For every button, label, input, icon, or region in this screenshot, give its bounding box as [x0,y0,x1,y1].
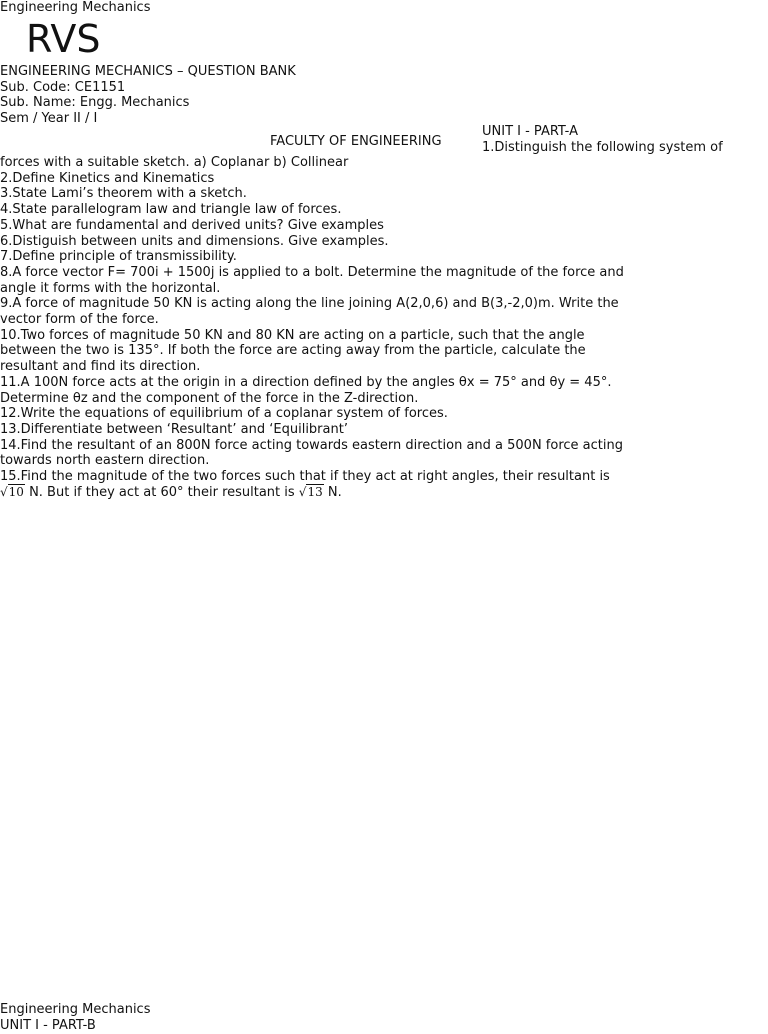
question-14: 14.Find the resultant of an 800N force acting towards eastern direction and a 500N force acting towards north eastern direction. [0,437,623,469]
question-7: 7.Define principle of transmissibility. [0,249,237,265]
question-15-end: N. [323,484,342,500]
question-15-line2 [0,485,768,501]
logo: RVS [26,17,101,61]
subject-code: Sub. Code: CE1151 [0,79,126,95]
unit-heading: UNIT I - PART-A [482,124,578,139]
subject-name: Sub. Name: Engg. Mechanics [0,95,190,111]
question-15-line1: 15.Find the magnitude of the two forces such that if they act at right angles, their resultant is [0,469,610,485]
sqrt-10: √10 [0,484,24,499]
question-10: 10.Two forces of magnitude 50 KN and 80 KN are acting on a particle, such that the angle between the two is 135°. If both the force are acting away from the particle, calculate the resultant and find its direction. [0,327,586,375]
running-header: Engineering Mechanics [0,0,151,15]
question-15-mid: N. But if they act at 60° their resultant is [24,484,299,500]
document-meta [0,64,296,127]
question-8: 8.A force vector F= 700i + 1500j is applied to a bolt. Determine the magnitude of the force and angle it forms with the horizontal. [0,264,624,296]
question-4: 4.State parallelogram law and triangle law of forces. [0,202,342,218]
question-5: 5.What are fundamental and derived units? Give examples [0,217,384,233]
bank-title: ENGINEERING MECHANICS – QUESTION BANK [0,64,296,79]
question-9: 9.A force of magnitude 50 KN is acting along the line joining A(2,0,6) and B(3,-2,0)m. Write the vector form of the force. [0,296,619,328]
faculty-label: FACULTY OF ENGINEERING [270,134,442,149]
question-1-cont: forces with a suitable sketch. a) Coplanar b) Collinear [0,155,349,170]
sqrt-13: √13 [298,484,323,499]
question-11: 11.A 100N force acts at the origin in a direction defined by the angles θx = 75° and θy = 45°. Determine θz and the component of the force in the Z-direction. [0,374,612,406]
next-unit-heading: UNIT I - PART-B [0,1018,96,1033]
question-2: 2.Define Kinetics and Kinematics [0,170,215,186]
semester-year: Sem / Year II / I [0,111,98,127]
question-13: 13.Differentiate between ‘Resultant’ and ‘Equilibrant’ [0,421,348,437]
question-6: 6.Distiguish between units and dimensions. Give examples. [0,233,389,249]
running-footer: Engineering Mechanics [0,1002,151,1017]
question-3: 3.State Lami’s theorem with a sketch. [0,186,247,202]
question-list [0,155,768,500]
question-12: 12.Write the equations of equilibrium of a coplanar system of forces. [0,406,448,422]
question-1-start: 1.Distinguish the following system of [482,140,723,155]
